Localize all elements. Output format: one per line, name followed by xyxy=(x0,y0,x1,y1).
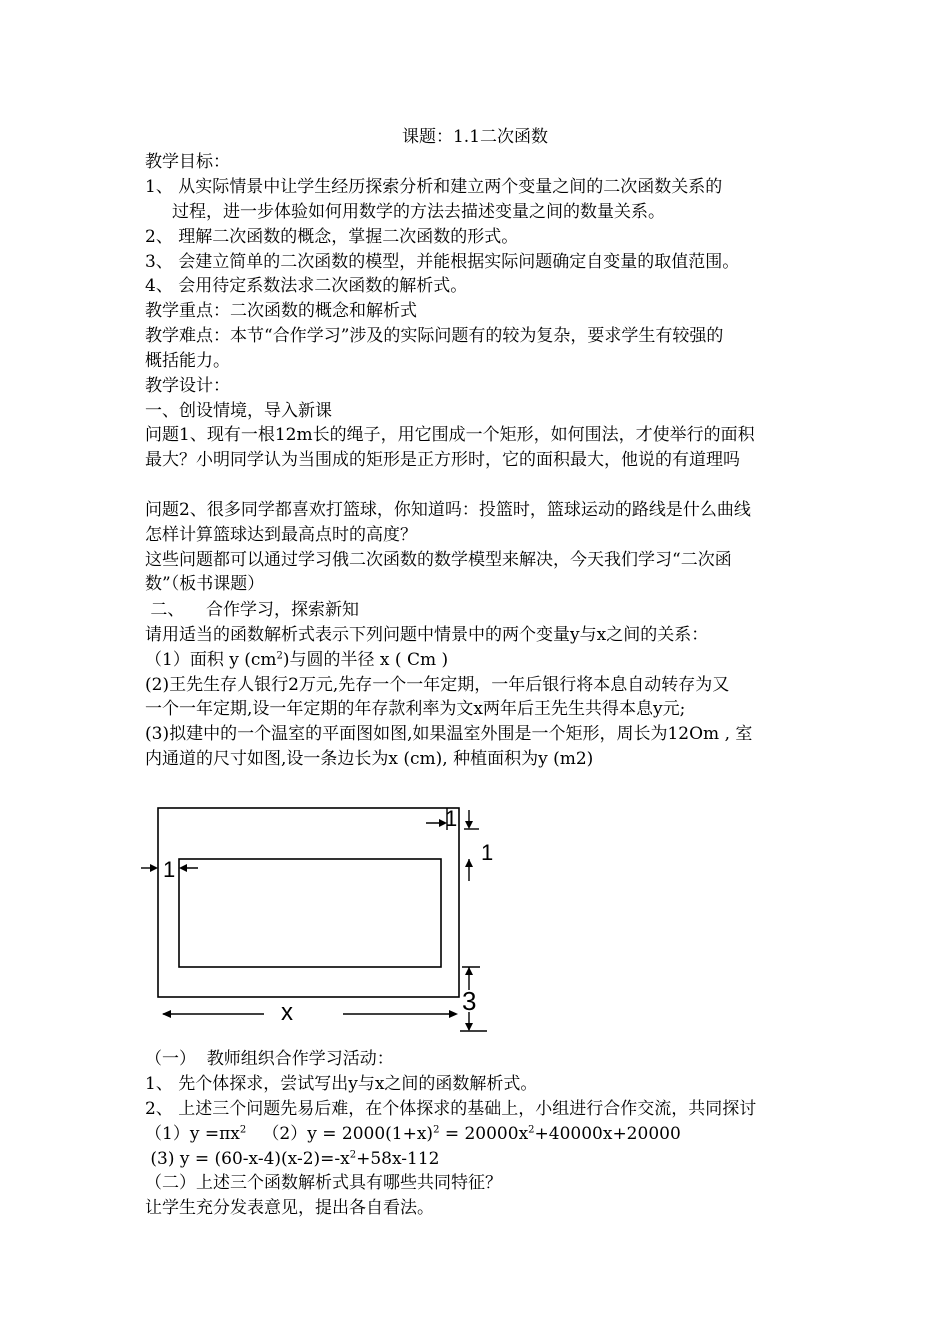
ans1-a: （1）y =πx xyxy=(145,1124,240,1144)
question-features: （二）上述三个函数解析式具有哪些共同特征？ xyxy=(145,1173,502,1193)
answer-3 xyxy=(145,1147,439,1171)
problem-1-cont: 最大？小明同学认为当围成的矩形是正方形时，它的面积最大，他说的有道理吗 xyxy=(145,450,740,470)
difficulty-cont: 概括能力。 xyxy=(145,351,230,371)
ans1-sup: 2 xyxy=(239,1124,247,1136)
objective-3: 3、 会建立简单的二次函数的模型，并能根据实际问题确定自变量的取值范围。 xyxy=(145,252,740,272)
intro-text: 这些问题都可以通过学习俄二次函数的数学模型来解决，今天我们学习“二次函 xyxy=(145,550,732,570)
section-2-heading: 二、 合作学习，探索新知 xyxy=(145,600,360,620)
task-1-sup: 2 xyxy=(276,650,283,662)
ans3-a: (3) y = (60-x-4)(x-2)=-x xyxy=(145,1149,350,1169)
task-3-cont: 内通道的尺寸如图,设一条边长为x (cm), 种植面积为y (m2) xyxy=(145,749,594,769)
objectives-heading: 教学目标： xyxy=(145,152,230,172)
activity-1: 1、 先个体探求，尝试写出y与x之间的函数解析式。 xyxy=(145,1074,538,1094)
task-3: (3)拟建中的一个温室的平面图如图,如果温室外围是一个矩形，周长为12Om , 室 xyxy=(145,724,753,744)
label-bottom-right: 3 xyxy=(462,986,477,1016)
inner-rectangle xyxy=(179,859,441,967)
task-1-a: （1）面积 y (cm xyxy=(145,650,277,670)
task-2-cont: 一个一年定期,设一年定期的年存款利率为文x两年后王先生共得本息y元; xyxy=(145,699,686,719)
section-1-heading: 一、创设情境，导入新课 xyxy=(145,401,332,421)
problem-2: 问题2、很多同学都喜欢打篮球，你知道吗：投篮时，篮球运动的路线是什么曲线 xyxy=(145,500,751,520)
objective-1: 1、 从实际情景中让学生经历探索分析和建立两个变量之间的二次函数关系的 xyxy=(145,177,723,197)
objective-1-cont: 过程，进一步体验如何用数学的方法去描述变量之间的数量关系。 xyxy=(172,202,665,222)
closing-text: 让学生充分发表意见，提出各自看法。 xyxy=(145,1198,434,1218)
design-heading: 教学设计： xyxy=(145,376,230,396)
ans3-b: +58x-112 xyxy=(356,1149,440,1169)
ans2-c: +40000x+20000 xyxy=(534,1124,681,1144)
task-prompt: 请用适当的函数解析式表示下列问题中情景中的两个变量y与x之间的关系： xyxy=(145,625,709,645)
key-point: 教学重点：二次函数的概念和解析式 xyxy=(145,301,417,321)
lesson-title: 课题：1.1二次函数 xyxy=(401,127,549,147)
activity-2: 2、 上述三个问题先易后难，在个体探求的基础上，小组进行合作交流，共同探讨 xyxy=(145,1099,757,1119)
answers-1-2 xyxy=(145,1122,681,1146)
label-right: 1 xyxy=(481,840,494,865)
activity-heading: （一） 教师组织合作学习活动： xyxy=(145,1049,394,1069)
task-2: (2)王先生存人银行2万元,先存一个一年定期，一年后银行将本息自动转存为又 xyxy=(145,675,730,695)
outer-rectangle xyxy=(158,808,459,997)
ans2-b: = 20000x xyxy=(439,1124,529,1144)
problem-2-cont: 怎样计算篮球达到最高点时的高度？ xyxy=(145,525,417,545)
task-1-b: )与圆的半径 x ( Cm ) xyxy=(282,650,449,670)
label-x: x xyxy=(281,999,293,1026)
objective-2: 2、 理解二次函数的概念，掌握二次函数的形式。 xyxy=(145,227,519,247)
label-left: 1 xyxy=(163,857,176,882)
problem-1: 问题1、现有一根12m长的绳子，用它围成一个矩形，如何围法，才使举行的面积 xyxy=(145,425,755,445)
ans3-sup: 2 xyxy=(349,1149,357,1161)
ans2-sup: 2 xyxy=(433,1124,440,1136)
difficulty: 教学难点：本节“合作学习”涉及的实际问题有的较为复杂，要求学生有较强的 xyxy=(145,326,724,346)
objective-4: 4、 会用待定系数法求二次函数的解析式。 xyxy=(145,276,468,296)
label-top: 1 xyxy=(445,806,458,831)
ans2-a: （2）y = 2000(1+x) xyxy=(246,1124,434,1144)
intro-text-cont: 数”（板书课题） xyxy=(145,574,265,594)
ans2-sup2: 2 xyxy=(528,1124,535,1136)
